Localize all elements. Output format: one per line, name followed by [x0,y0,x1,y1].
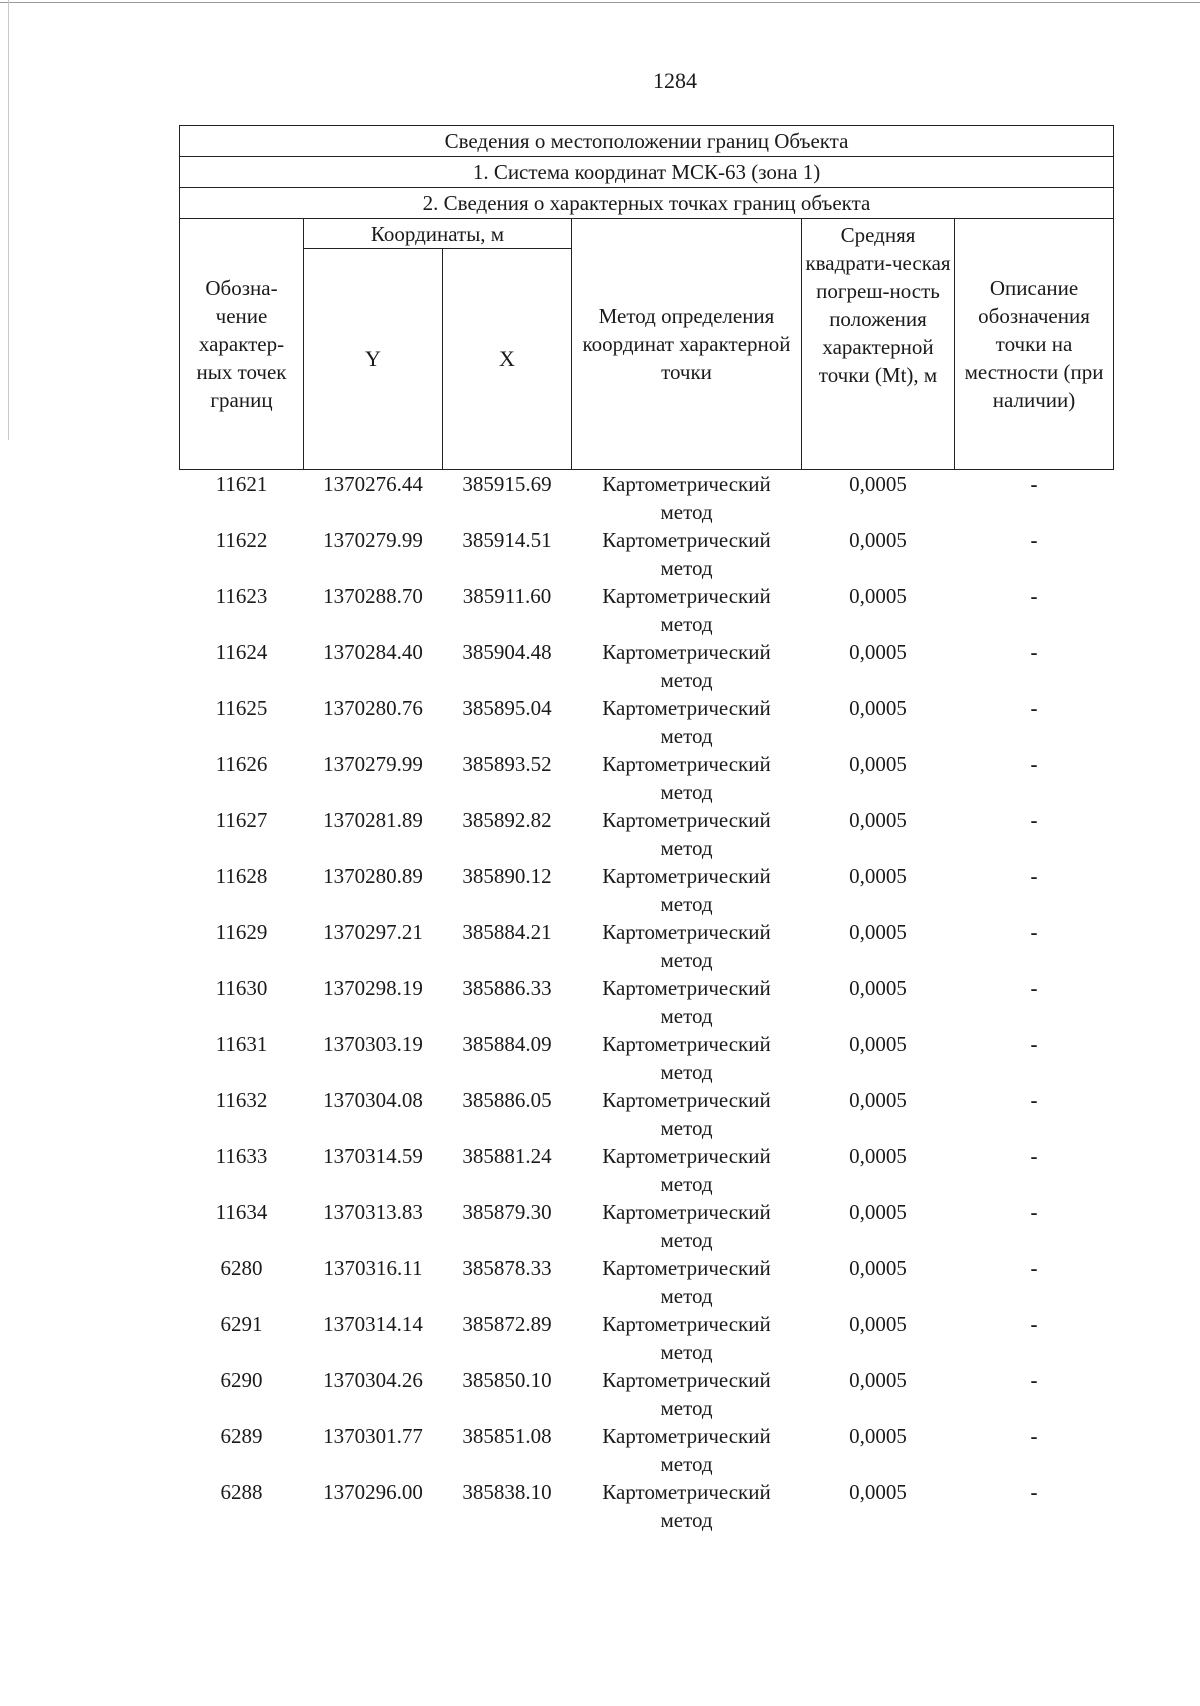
cell-x-text: 385881.24 [462,1144,552,1168]
cell-x-text: 385886.05 [462,1088,552,1112]
cell-x [443,470,572,527]
cell-point-id-text: 11628 [215,864,268,888]
cell-error [802,806,955,862]
table-row [180,526,1114,582]
cell-x [443,1478,572,1534]
cell-description [955,582,1114,638]
cell-method [572,1478,802,1534]
cell-point-id-text: 6288 [220,1480,263,1504]
cell-method-text: Картометрический метод [602,584,771,636]
cell-point-id [180,974,304,1030]
cell-y [304,694,443,750]
cell-method [572,806,802,862]
cell-y [304,1142,443,1198]
table-row [180,1254,1114,1310]
cell-point-id [180,918,304,974]
cell-error [802,1310,955,1366]
cell-description-text: - [1030,584,1038,608]
cell-y-text: 1370280.89 [323,864,423,888]
cell-description [955,918,1114,974]
cell-method-text: Картометрический метод [602,472,771,524]
cell-x-text: 385886.33 [462,976,552,1000]
cell-description [955,694,1114,750]
cell-x [443,1366,572,1422]
table-row [180,918,1114,974]
cell-error-text: 0,0005 [849,864,907,888]
cell-x-text: 385892.82 [462,808,552,832]
cell-point-id [180,1422,304,1478]
cell-error-text: 0,0005 [849,1088,907,1112]
cell-y-text: 1370316.11 [323,1256,423,1280]
cell-description [955,1422,1114,1478]
table-title-2: 1. Система координат МСК-63 (зона 1) [180,157,1114,188]
cell-y-text: 1370313.83 [323,1200,423,1224]
table-row [180,1030,1114,1086]
cell-error-text: 0,0005 [849,976,907,1000]
cell-point-id-text: 11629 [215,920,268,944]
cell-method [572,694,802,750]
cell-error-text: 0,0005 [849,920,907,944]
cell-error-text: 0,0005 [849,1312,907,1336]
cell-error-text: 0,0005 [849,1200,907,1224]
title-row-1 [180,126,1114,157]
cell-x-text: 385838.10 [462,1480,552,1504]
cell-error [802,1142,955,1198]
cell-x-text: 385915.69 [462,472,552,496]
cell-y [304,1030,443,1086]
cell-description-text: - [1030,1032,1038,1056]
cell-x [443,1030,572,1086]
cell-error [802,1198,955,1254]
cell-point-id [180,582,304,638]
cell-point-id [180,862,304,918]
cell-method-text: Картометрический метод [602,696,771,748]
cell-point-id-text: 11622 [215,528,268,552]
cell-description [955,470,1114,527]
cell-x [443,526,572,582]
cell-y [304,638,443,694]
table-row [180,1086,1114,1142]
cell-error-text: 0,0005 [849,472,907,496]
cell-method [572,1310,802,1366]
cell-y-text: 1370284.40 [323,640,423,664]
cell-x-text: 385850.10 [462,1368,552,1392]
table-row [180,582,1114,638]
cell-point-id-text: 6291 [220,1312,263,1336]
cell-error-text: 0,0005 [849,808,907,832]
cell-description [955,1198,1114,1254]
table-row [180,750,1114,806]
cell-method [572,1198,802,1254]
table-row [180,806,1114,862]
table-header [180,126,1114,470]
cell-method [572,1422,802,1478]
cell-y [304,526,443,582]
cell-x [443,638,572,694]
cell-y-text: 1370279.99 [323,528,423,552]
cell-x [443,862,572,918]
cell-x-text: 385884.09 [462,1032,552,1056]
cell-point-id [180,1086,304,1142]
table-row [180,1366,1114,1422]
cell-point-id [180,1030,304,1086]
cell-error [802,694,955,750]
cell-method [572,1142,802,1198]
cell-x-text: 385893.52 [462,752,552,776]
cell-error [802,1086,955,1142]
cell-description [955,974,1114,1030]
cell-description-text: - [1030,920,1038,944]
cell-y [304,1478,443,1534]
cell-y [304,806,443,862]
cell-method [572,974,802,1030]
cell-method-text: Картометрический метод [602,1032,771,1084]
cell-description-text: - [1030,1368,1038,1392]
cell-point-id [180,1142,304,1198]
cell-y [304,1086,443,1142]
cell-description-text: - [1030,752,1038,776]
cell-x-text: 385914.51 [462,528,552,552]
table-row [180,1422,1114,1478]
cell-x-text: 385911.60 [462,584,552,608]
cell-description [955,862,1114,918]
cell-y-text: 1370314.14 [323,1312,423,1336]
cell-point-id-text: 11632 [215,1088,268,1112]
cell-method [572,918,802,974]
cell-error-text: 0,0005 [849,584,907,608]
cell-method-text: Картометрический метод [602,864,771,916]
cell-description [955,638,1114,694]
cell-description-text: - [1030,640,1038,664]
page-number: 1284 [653,68,697,93]
cell-point-id [180,638,304,694]
cell-point-id-text: 11625 [215,696,268,720]
cell-error [802,1366,955,1422]
table-title-1: Сведения о местоположении границ Объекта [180,126,1114,157]
cell-method-text: Картометрический метод [602,1256,771,1308]
coordinates-table [179,125,1114,1534]
cell-error [802,1422,955,1478]
table-title-3: 2. Сведения о характерных точках границ объекта [180,188,1114,219]
cell-x [443,582,572,638]
cell-method-text: Картометрический метод [602,1368,771,1420]
table-row [180,1142,1114,1198]
cell-description-text: - [1030,864,1038,888]
cell-error [802,470,955,527]
cell-method [572,1086,802,1142]
header-error: Средняя квадрати-ческая погреш-ность положения характерной точки (Mt), м [802,219,955,470]
cell-x [443,750,572,806]
cell-description-text: - [1030,528,1038,552]
cell-error [802,974,955,1030]
scan-edge-left [8,0,9,440]
cell-error-text: 0,0005 [849,1144,907,1168]
cell-method-text: Картометрический метод [602,1088,771,1140]
cell-method [572,638,802,694]
cell-point-id [180,1366,304,1422]
cell-method [572,1366,802,1422]
cell-point-id-text: 11621 [215,472,268,496]
header-coordinates: Координаты, м [304,219,572,249]
cell-y [304,1366,443,1422]
cell-x-text: 385851.08 [462,1424,552,1448]
cell-method [572,750,802,806]
cell-method [572,526,802,582]
cell-error-text: 0,0005 [849,1424,907,1448]
cell-x-text: 385895.04 [462,696,552,720]
cell-x [443,1254,572,1310]
cell-point-id [180,470,304,527]
title-row-2 [180,157,1114,188]
cell-x-text: 385884.21 [462,920,552,944]
cell-point-id-text: 6289 [220,1424,263,1448]
cell-point-id-text: 11623 [215,584,268,608]
cell-error [802,582,955,638]
cell-method [572,1030,802,1086]
cell-point-id-text: 11627 [215,808,268,832]
table-row [180,638,1114,694]
cell-error [802,638,955,694]
cell-method-text: Картометрический метод [602,1424,771,1476]
cell-point-id [180,750,304,806]
cell-method-text: Картометрический метод [602,920,771,972]
cell-y-text: 1370288.70 [323,584,423,608]
cell-description [955,1254,1114,1310]
cell-error [802,862,955,918]
cell-y-text: 1370297.21 [323,920,423,944]
cell-description-text: - [1030,808,1038,832]
cell-error-text: 0,0005 [849,640,907,664]
cell-point-id [180,1310,304,1366]
cell-description [955,1310,1114,1366]
cell-method-text: Картометрический метод [602,976,771,1028]
cell-y [304,470,443,527]
cell-method [572,862,802,918]
cell-point-id [180,1198,304,1254]
table-row [180,1478,1114,1534]
cell-description [955,1086,1114,1142]
cell-x [443,806,572,862]
table-row [180,694,1114,750]
cell-method [572,582,802,638]
table-row [180,470,1114,527]
cell-description [955,1478,1114,1534]
cell-y-text: 1370298.19 [323,976,423,1000]
cell-y-text: 1370304.26 [323,1368,423,1392]
cell-error-text: 0,0005 [849,752,907,776]
cell-point-id-text: 6280 [220,1256,263,1280]
title-row-3 [180,188,1114,219]
cell-y [304,862,443,918]
cell-point-id-text: 11633 [215,1144,268,1168]
cell-error-text: 0,0005 [849,1256,907,1280]
cell-description [955,750,1114,806]
cell-y-text: 1370280.76 [323,696,423,720]
cell-point-id [180,1478,304,1534]
cell-y-text: 1370314.59 [323,1144,423,1168]
cell-y [304,1198,443,1254]
cell-y [304,1310,443,1366]
cell-description-text: - [1030,1424,1038,1448]
cell-error [802,1030,955,1086]
cell-error-text: 0,0005 [849,696,907,720]
cell-x [443,1310,572,1366]
cell-error-text: 0,0005 [849,1480,907,1504]
cell-error-text: 0,0005 [849,1032,907,1056]
cell-error-text: 0,0005 [849,1368,907,1392]
cell-description-text: - [1030,1256,1038,1280]
cell-method-text: Картометрический метод [602,1144,771,1196]
cell-method-text: Картометрический метод [602,1200,771,1252]
cell-x [443,974,572,1030]
cell-y-text: 1370281.89 [323,808,423,832]
cell-description [955,526,1114,582]
cell-description-text: - [1030,696,1038,720]
cell-x [443,694,572,750]
cell-x [443,1422,572,1478]
cell-x-text: 385890.12 [462,864,552,888]
cell-description-text: - [1030,1088,1038,1112]
cell-y [304,582,443,638]
cell-x-text: 385878.33 [462,1256,552,1280]
cell-method [572,1254,802,1310]
cell-error-text: 0,0005 [849,528,907,552]
cell-y-text: 1370304.08 [323,1088,423,1112]
cell-point-id [180,1254,304,1310]
cell-y-text: 1370296.00 [323,1480,423,1504]
cell-x [443,1198,572,1254]
cell-description-text: - [1030,472,1038,496]
cell-point-id [180,806,304,862]
cell-description [955,1142,1114,1198]
header-point-id: Обозна-чение характер-ных точек границ [180,219,304,470]
cell-y [304,1254,443,1310]
cell-point-id [180,694,304,750]
cell-x-text: 385879.30 [462,1200,552,1224]
cell-y-text: 1370279.99 [323,752,423,776]
cell-x [443,1142,572,1198]
cell-y [304,974,443,1030]
table-row [180,1198,1114,1254]
cell-description [955,1366,1114,1422]
cell-error [802,750,955,806]
cell-y-text: 1370301.77 [323,1424,423,1448]
cell-point-id-text: 11631 [215,1032,268,1056]
cell-method-text: Картометрический метод [602,1312,771,1364]
cell-x [443,918,572,974]
column-header-row-1 [180,219,1114,249]
cell-y [304,1422,443,1478]
cell-error [802,1254,955,1310]
header-description: Описание обозначения точки на местности (при наличии) [955,219,1114,470]
table-row [180,862,1114,918]
header-method: Метод определения координат характерной точки [572,219,802,470]
cell-point-id-text: 6290 [220,1368,263,1392]
cell-method-text: Картометрический метод [602,640,771,692]
cell-y [304,918,443,974]
cell-point-id-text: 11624 [215,640,268,664]
cell-description-text: - [1030,1480,1038,1504]
cell-description [955,806,1114,862]
cell-description-text: - [1030,1200,1038,1224]
table-row [180,974,1114,1030]
cell-point-id-text: 11626 [215,752,268,776]
table-body [180,470,1114,1535]
cell-error [802,918,955,974]
cell-method-text: Картометрический метод [602,528,771,580]
header-x: X [443,249,572,470]
cell-method [572,470,802,527]
cell-error [802,1478,955,1534]
scan-edge-top [0,2,1200,3]
cell-y [304,750,443,806]
cell-x-text: 385904.48 [462,640,552,664]
cell-description-text: - [1030,1144,1038,1168]
cell-method-text: Картометрический метод [602,1480,771,1532]
cell-point-id-text: 11634 [215,1200,268,1224]
cell-method-text: Картометрический метод [602,752,771,804]
cell-description-text: - [1030,1312,1038,1336]
cell-x [443,1086,572,1142]
cell-method-text: Картометрический метод [602,808,771,860]
header-y: Y [304,249,443,470]
cell-x-text: 385872.89 [462,1312,552,1336]
cell-point-id [180,526,304,582]
cell-y-text: 1370276.44 [323,472,423,496]
cell-y-text: 1370303.19 [323,1032,423,1056]
cell-error [802,526,955,582]
cell-description [955,1030,1114,1086]
table-row [180,1310,1114,1366]
cell-description-text: - [1030,976,1038,1000]
cell-point-id-text: 11630 [215,976,268,1000]
